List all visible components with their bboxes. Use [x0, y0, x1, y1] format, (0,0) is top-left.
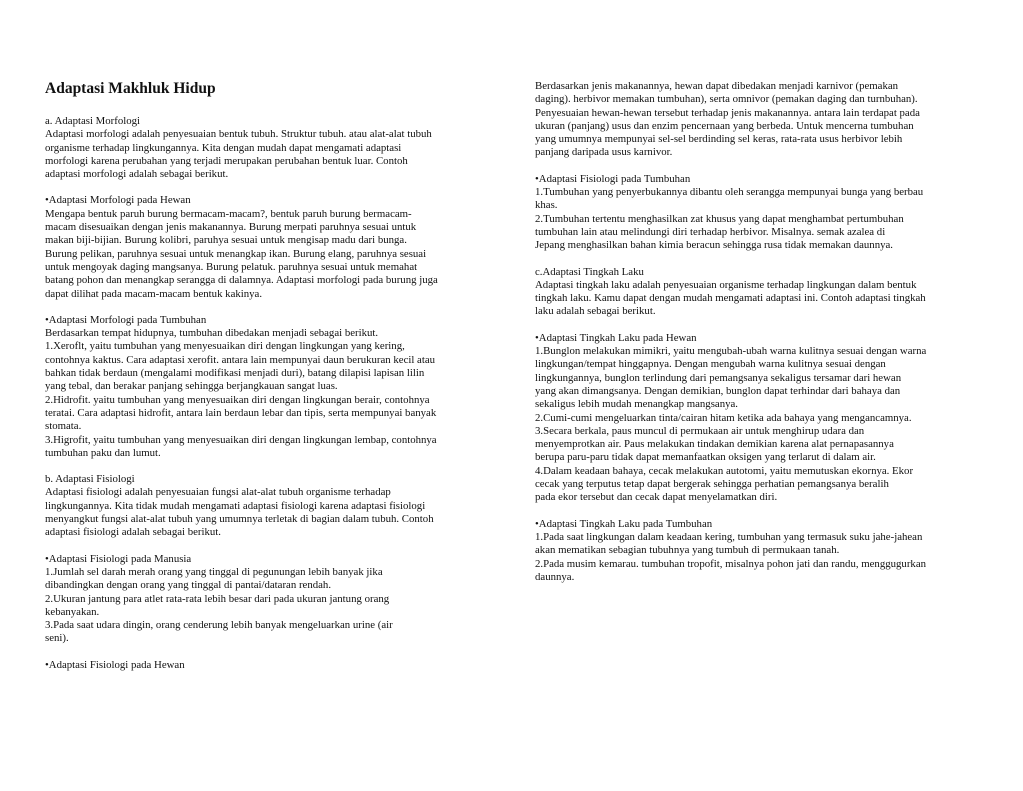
- text-line: 3.Secara berkala, paus muncul di permukaan air untuk menghirup udara dan: [535, 424, 865, 437]
- text-line: menyangkut fungsi alat-alat tubuh yang umumnya terletak di bagian dalam tubuh. Contoh: [45, 513, 434, 526]
- text-line: tumbuhan lain atau melindungi diri terhadap herbivor. Misalnya. semak azalea di: [535, 225, 886, 238]
- paragraph-heading-line: •Adaptasi Fisiologi pada Manusia: [45, 552, 192, 565]
- text-line: 2.Cumi-cumi mengeluarkan tinta/cairan hitam ketika ada bahaya yang mengancamnya.: [535, 411, 912, 424]
- text-line: lingkungannya. Kita tidak mudah mengamati adaptasi fisiologi karena adaptasi fisiologi: [45, 499, 426, 512]
- paragraph-heading-line: •Adaptasi Fisiologi pada Tumbuhan: [535, 172, 691, 185]
- text-line: akan mematikan sebagian tubuhnya yang tumbuh di permukaan tanah.: [535, 544, 840, 557]
- paragraph: [45, 553, 490, 646]
- text-line: khas.: [535, 199, 558, 212]
- text-line: panjang daripada usus karnivor.: [535, 146, 673, 159]
- text-line: Adaptasi morfologi adalah penyesuaian bentuk tubuh. Struktur tubuh. atau alat-alat tubuh: [45, 128, 432, 141]
- text-line: 2.Hidrofit. yaitu tumbuhan yang menyesuaikan diri dengan lingkungan berair, contohnya: [45, 393, 430, 406]
- text-line: daging). herbivor memakan tumbuhan), serta omnivor (pemakan daging dan turnbuhan).: [535, 93, 918, 106]
- paragraph-heading-line: •Adaptasi Tingkah Laku pada Hewan: [535, 331, 697, 344]
- text-line: untuk mengoyak daging mangsanya. Burung pelatuk. paruhnya sesuai untuk memahat: [45, 260, 418, 273]
- text-line: ukuran (panjang) usus dan enzim pencernaan yang berbeda. Untuk mencerna tumbuhan: [535, 119, 914, 132]
- paragraph-heading-line: •Adaptasi Fisiologi pada Hewan: [45, 658, 185, 671]
- paragraph: [45, 314, 490, 460]
- text-line: stomata.: [45, 420, 82, 433]
- text-line: Adaptasi tingkah laku adalah penyesuaian organisme terhadap lingkungan dalam bentuk: [535, 278, 917, 291]
- text-line: lingkungannya, bunglon terlindung dari pemangsanya sekaligus tersamar dari hewan: [535, 371, 902, 384]
- text-line: laku adalah sebagai berikut.: [535, 305, 656, 318]
- paragraph-heading-line: •Adaptasi Morfologi pada Tumbuhan: [45, 313, 207, 326]
- paragraph: [535, 266, 980, 319]
- text-line: macam disesuaikan dengan jenis makanannya. Burung merpati paruhnya sesuai untuk: [45, 221, 417, 234]
- paragraph: [535, 80, 980, 160]
- right-column: [535, 80, 980, 597]
- text-line: teratai. Cara adaptasi hidrofit, antara lain berdaun lebar dan tipis, serta mempunyai banyak: [45, 406, 437, 419]
- text-line: Adaptasi fisiologi adalah penyesuaian fungsi alat-alat tubuh organisme terhadap: [45, 486, 391, 499]
- text-line: makan biji-bijian. Burung kolibri, paruhya sesuai untuk mengisap madu dari bunga.: [45, 234, 407, 247]
- right-column-body: [535, 80, 980, 584]
- paragraph: [45, 194, 490, 300]
- document-title: Adaptasi Makhluk Hidup: [45, 80, 216, 97]
- text-line: menyemprotkan air. Paus melakukan tindakan demikian karena alat pernapasannya: [535, 438, 894, 451]
- text-line: 1.Xeroflt, yaitu tumbuhan yang menyesuaikan diri dengan lingkungan yang kering,: [45, 340, 405, 353]
- text-line: contohnya kaktus. Cara adaptasi xerofit. antara lain mempunyai daun berukuran kecil atau: [45, 353, 436, 366]
- text-line: sekaligus lebih mudah menangkap mangsanya.: [535, 398, 738, 411]
- paragraph-heading-line: Berdasarkan jenis makanannya, hewan dapat dibedakan menjadi karnivor (pemakan: [535, 80, 899, 92]
- text-line: daunnya.: [535, 570, 575, 583]
- text-line: yang akan dimangsanya. Dengan demikian, bunglon dapat terhindar dari bahaya dan: [535, 384, 901, 397]
- text-line: 1.Pada saat lingkungan dalam keadaan kering, tumbuhan yang termasuk suku jahe-jahean: [535, 530, 923, 543]
- paragraph: [45, 115, 490, 181]
- text-line: pada ekor tersebut dan cecak dapat menyelamatkan diri.: [535, 491, 778, 504]
- text-line: yang tebal, dan berakar panjang sehingga berjangkauan sangat luas.: [45, 380, 338, 393]
- paragraph: [45, 659, 490, 672]
- text-line: tumbuhan paku dan lumut.: [45, 446, 161, 459]
- text-line: 1.Jumlah sel darah merah orang yang tinggal di pegunungan lebih banyak jika: [45, 565, 383, 578]
- paragraph: [535, 518, 980, 584]
- text-line: yang umumnya mempunyai sel-sel berdinding sel keras, rata-rata usus herbivor lebih: [535, 133, 903, 146]
- text-line: organisme terhadap lingkungannya. Kita dengan mudah dapat mengamati adaptasi: [45, 141, 402, 154]
- paragraph-heading-line: •Adaptasi Morfologi pada Hewan: [45, 194, 191, 207]
- text-line: berupa paru-paru tidak dapat memanfaatkan oksigen yang terlarut di dalam air.: [535, 451, 876, 464]
- text-line: Berdasarkan tempat hidupnya, tumbuhan dibedakan menjadi sebagai berikut.: [45, 327, 379, 340]
- text-line: 4.Dalam keadaan bahaya, cecak melakukan autotomi, yaitu memutuskan ekornya. Ekor: [535, 464, 914, 477]
- text-line: bahkan tidak berdaun (mengalami modifikasi menjadi duri), batang dilapisi lapisan lilin: [45, 367, 425, 380]
- paragraph: [535, 173, 980, 253]
- text-line: Burung pelikan, paruhnya sesuai untuk menangkap ikan. Burung elang, paruhnya sesuai: [45, 247, 427, 260]
- text-line: kebanyakan.: [45, 605, 100, 618]
- left-column: [45, 80, 490, 685]
- paragraph-heading-line: b. Adaptasi Fisiologi: [45, 473, 135, 486]
- paragraph-heading-line: a. Adaptasi Morfologi: [45, 115, 141, 127]
- text-line: dapat dilihat pada macam-macam bentuk kakinya.: [45, 287, 263, 300]
- text-line: 1.Tumbuhan yang penyerbukannya dibantu oleh serangga mempunyai bunga yang berbau: [535, 186, 924, 199]
- text-line: dibandingkan dengan orang yang tinggal di pantai/dataran rendah.: [45, 579, 332, 592]
- text-line: 3.Higrofit, yaitu tumbuhan yang menyesuaikan diri dengan lingkungan lembap, contohnya: [45, 433, 437, 446]
- text-line: 2.Tumbuhan tertentu menghasilkan zat khusus yang dapat menghambat pertumbuhan: [535, 212, 904, 225]
- text-line: lingkungan/tempat hinggapnya. Dengan mengubah warna kulitnya sesuai dengan: [535, 358, 886, 371]
- text-line: cecak yang terputus tetap dapat bergerak sehingga perhatian pemangsanya beralih: [535, 478, 889, 491]
- text-line: 1.Bunglon melakukan mimikri, yaitu mengubah-ubah warna kulitnya sesuai dengan warna: [535, 345, 927, 358]
- text-line: Jepang menghasilkan bahan kimia beracun sehingga rusa tidak memakan daunnya.: [535, 239, 893, 252]
- text-line: tingkah laku. Kamu dapat dengan mudah mengamati adaptasi ini. Contoh adaptasi tingkah: [535, 292, 926, 305]
- paragraph-heading-line: c.Adaptasi Tingkah Laku: [535, 265, 644, 278]
- left-column-body: [45, 115, 490, 672]
- paragraph: [535, 332, 980, 505]
- text-line: morfologi karena perubahan yang terjadi merupakan perubahan bentuk luar. Contoh: [45, 154, 408, 167]
- text-line: adaptasi fisiologi adalah sebagai berikut.: [45, 526, 221, 539]
- text-line: Mengapa bentuk paruh burung bermacam-macam?, bentuk paruh burung bermacam-: [45, 207, 412, 220]
- text-line: 3.Pada saat udara dingin, orang cenderung lebih banyak mengeluarkan urine (air: [45, 619, 393, 632]
- paragraph-heading-line: •Adaptasi Tingkah Laku pada Tumbuhan: [535, 517, 713, 530]
- paragraph: [45, 473, 490, 539]
- text-line: batang pohon dan menangkap serangga di dalamnya. Adaptasi morfologi pada burung juga: [45, 274, 438, 287]
- text-line: adaptasi morfologi adalah sebagai berikut.: [45, 168, 229, 181]
- text-line: seni).: [45, 632, 69, 645]
- text-line: 2.Pada musim kemarau. tumbuhan tropofit, misalnya pohon jati dan randu, menggugurkan: [535, 557, 927, 570]
- text-line: Penyesuaian hewan-hewan tersebut terhadap jenis makanannya. antara lain terdapat pada: [535, 106, 920, 119]
- text-line: 2.Ukuran jantung para atlet rata-rata lebih besar dari pada ukuran jantung orang: [45, 592, 390, 605]
